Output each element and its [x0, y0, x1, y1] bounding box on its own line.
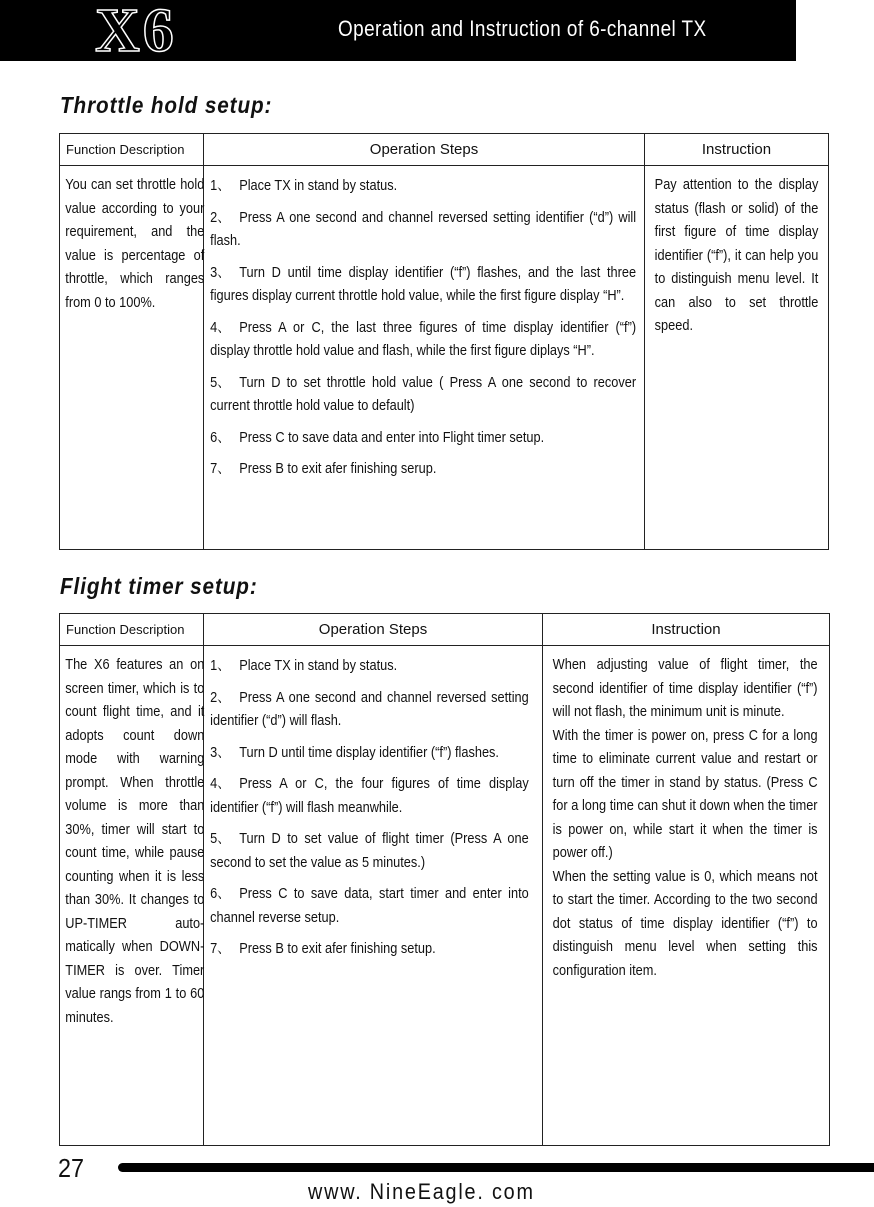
- step-item: [210, 828, 529, 875]
- step-item: [210, 687, 529, 734]
- step-item: [210, 317, 636, 364]
- step-item: [210, 458, 636, 482]
- step-item: [210, 427, 636, 451]
- step-text: Turn D to set value of flight timer (Press A one second to set the value as 5 minutes.): [210, 831, 529, 871]
- instruction-text: When adjusting value of flight timer, the second identifier of time display identifier (“f”) will not flash, the minimum unit is minute. With the timer is power on, press C for a long time to eliminate current value and restart or turn off the timer in stand by status. (Press C for a long time can shut it down when the timer is power on, while start it when the timer is power off.) When the setting value is 0, which means not to start the timer. According to the two second dot status of time display identifier (“f”) to distinguish menu level when setting this configuration item.: [552, 657, 818, 979]
- instruction-text: Pay attention to the display status (flash or solid) of the first figure of time display identifier (“f”), it can help you to distinguish menu level. It can also to set throttle speed.: [654, 177, 819, 334]
- instruction-cell: [543, 646, 830, 1146]
- steps-list: [204, 166, 636, 482]
- step-number: 4、: [210, 319, 231, 336]
- step-number: 6、: [210, 886, 231, 902]
- header-title: Operation and Instruction of 6-channel TX: [338, 16, 707, 41]
- function-description-text: You can set throttle hold value according to your requirement, and the value is percentage of throttle, which ranges from 0 to 100%.: [65, 177, 205, 311]
- section-title-throttle-hold: Throttle hold setup:: [60, 92, 273, 118]
- step-number: 2、: [210, 209, 231, 226]
- operation-steps-cell: [204, 166, 645, 550]
- step-text: Press C to save data and enter into Flight timer setup.: [239, 429, 545, 446]
- column-header-steps: Operation Steps: [204, 134, 645, 166]
- page-number: 27: [58, 1153, 85, 1183]
- operation-steps-cell: [204, 646, 543, 1146]
- step-number: 1、: [210, 178, 231, 194]
- step-number: 7、: [210, 461, 231, 477]
- step-item: [210, 372, 636, 419]
- section-title-flight-timer: Flight timer setup:: [60, 573, 258, 599]
- step-text: Place TX in stand by status.: [239, 658, 398, 674]
- step-text: Press A one second and channel reversed setting identifier (“d”) will flash.: [210, 209, 637, 249]
- instruction-cell: [645, 166, 829, 550]
- step-number: 3、: [210, 744, 231, 761]
- footer-url: www. NineEagle. com: [308, 1179, 535, 1204]
- step-text: Press B to exit afer finishing serup.: [239, 461, 437, 477]
- step-text: Turn D until time display identifier (“f”) flashes, and the last three figures display current throttle hold value, while the first figure display “H”.: [210, 264, 637, 304]
- step-text: Place TX in stand by status.: [239, 178, 398, 194]
- column-header-function: Function Description: [60, 614, 204, 646]
- step-item: [210, 262, 636, 309]
- flight-timer-table: [59, 613, 830, 1146]
- function-description-text: The X6 features an on screen timer, which is to count flight time, and it adopts count down mode with warning prompt. When throttle volume is more than 30%, timer will start to count time, while pause counting when it is less than 30%. It changes to UP-TIMER auto-matically when DOWN-TIMER is over. Timer value rangs from 1 to 60 minutes.: [65, 657, 205, 1026]
- step-number: 5、: [210, 831, 231, 847]
- step-number: 7、: [210, 941, 231, 957]
- function-description-cell: [60, 646, 204, 1146]
- step-text: Press C to save data, start timer and enter into channel reverse setup.: [210, 886, 529, 926]
- step-number: 2、: [210, 689, 231, 706]
- step-item: [210, 207, 636, 254]
- column-header-instruction: Instruction: [645, 134, 829, 166]
- step-item: [210, 773, 529, 820]
- column-header-steps: Operation Steps: [204, 614, 543, 646]
- step-text: Turn D until time display identifier (“f”) flashes.: [239, 744, 499, 761]
- step-number: 5、: [210, 374, 231, 391]
- footer-rule: [118, 1163, 874, 1172]
- step-number: 1、: [210, 658, 231, 674]
- step-number: 3、: [210, 264, 231, 281]
- step-text: Press A or C, the last three figures of time display identifier (“f”) display throttle hold value and flash, while the first figure diplays “H”.: [210, 319, 637, 359]
- step-number: 6、: [210, 429, 231, 446]
- function-description-cell: [60, 166, 204, 550]
- step-text: Turn D to set throttle hold value ( Press A one second to recover current throttle hold value to default): [210, 374, 637, 414]
- column-header-function: Function Description: [60, 134, 204, 166]
- column-header-instruction: Instruction: [543, 614, 830, 646]
- step-item: [210, 175, 636, 199]
- step-text: Press A one second and channel reversed setting identifier (“d”) will flash.: [210, 689, 529, 729]
- step-text: Press B to exit afer finishing setup.: [239, 941, 436, 957]
- step-item: [210, 883, 529, 930]
- step-number: 4、: [210, 776, 231, 792]
- step-item: [210, 938, 529, 962]
- throttle-hold-table: [59, 133, 829, 550]
- header-bar: [0, 0, 796, 65]
- step-item: [210, 742, 529, 766]
- step-text: Press A or C, the four figures of time display identifier (“f”) will flash meanwhile.: [210, 776, 529, 816]
- steps-list: [204, 646, 529, 962]
- step-item: [210, 655, 529, 679]
- brand-logo: X6: [95, 0, 177, 65]
